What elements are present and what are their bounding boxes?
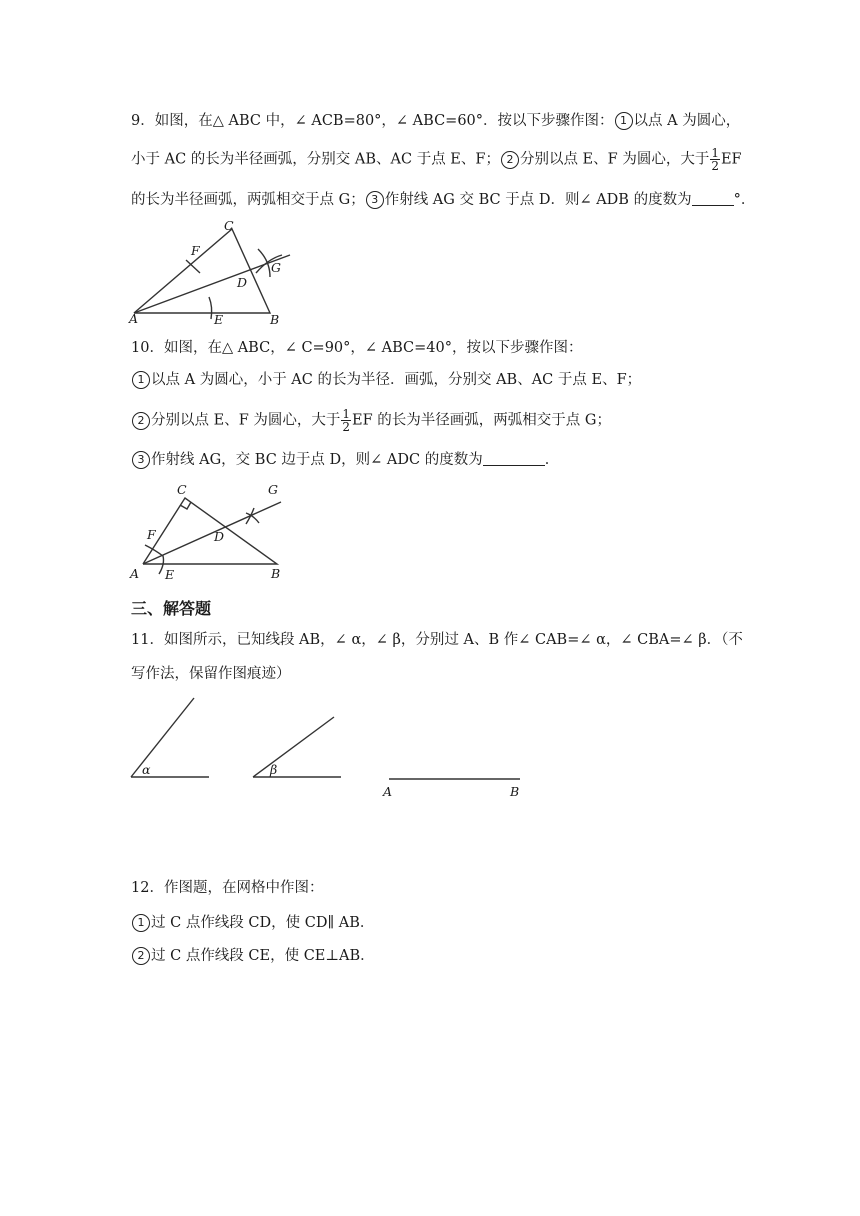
q11-figure bbox=[125, 690, 535, 805]
q10-line-3 bbox=[131, 408, 611, 433]
q12-text: 12．作图题，在网格中作图： bbox=[131, 880, 324, 896]
angle-beta-side bbox=[253, 717, 334, 777]
step-marker: 1 bbox=[132, 914, 150, 932]
q9-line-1 bbox=[131, 111, 740, 131]
q11-line-1 bbox=[131, 630, 743, 650]
q10-line-end: ． bbox=[544, 452, 560, 468]
label-d: D bbox=[237, 275, 248, 290]
step-marker: 2 bbox=[132, 412, 150, 430]
q10-line-1 bbox=[131, 338, 583, 358]
q9-text: 9．如图，在△ ABC 中，∠ ACB=80°，∠ ABC=60°．按以下步骤作图： bbox=[131, 113, 614, 129]
q12-step1-text: 过 C 点作线段 CD，使 CD∥ AB． bbox=[151, 915, 375, 931]
q10-step3-text: 作射线 AG，交 BC 边于点 D，则∠ ADC 的度数为 bbox=[151, 452, 483, 468]
step-marker: 2 bbox=[132, 947, 150, 965]
label-b: B bbox=[270, 312, 280, 327]
label-g: G bbox=[268, 482, 278, 497]
step-marker: 3 bbox=[366, 191, 384, 209]
step-marker: 1 bbox=[615, 112, 633, 130]
answer-blank[interactable] bbox=[483, 451, 545, 466]
q9-text: 小于 AC 的长为半径画弧，分别交 AB、AC 于点 E、F； bbox=[131, 151, 500, 168]
q12-line-3 bbox=[131, 946, 375, 966]
angle-alpha-side bbox=[131, 698, 194, 777]
arc-e bbox=[209, 297, 212, 319]
step-marker: 2 bbox=[501, 151, 519, 169]
q9-step1-text: 以点 A 为圆心， bbox=[633, 113, 741, 129]
q10-step1-text: 以点 A 为圆心，小于 AC 的长为半径．画弧，分别交 AB、AC 于点 E、F； bbox=[151, 372, 642, 388]
triangle-abc bbox=[134, 229, 270, 313]
q11-text: 11．如图所示，已知线段 AB，∠ α，∠ β，分别过 A、B 作∠ CAB=∠ α，∠ CBA=∠ β．（不 bbox=[131, 632, 743, 648]
label-a: A bbox=[130, 566, 140, 581]
q9-figure bbox=[120, 215, 300, 330]
q9-step2-tail: EF bbox=[720, 151, 742, 168]
label-c: C bbox=[224, 218, 234, 233]
q11-text: 写作法，保留作图痕迹） bbox=[131, 666, 291, 682]
q10-line-4 bbox=[131, 450, 559, 470]
q12-line-2 bbox=[131, 913, 374, 933]
q9-line-3 bbox=[131, 190, 755, 210]
step-marker: 3 bbox=[132, 451, 150, 469]
step-marker: 1 bbox=[132, 371, 150, 389]
q9-step2-text: 分别以点 E、F 为圆心，大于 bbox=[519, 151, 710, 168]
label-a: A bbox=[383, 784, 393, 799]
q11-line-2 bbox=[131, 664, 291, 684]
label-b: B bbox=[510, 784, 520, 799]
fraction-one-half: $\frac{1}{2}$ bbox=[711, 146, 719, 173]
ray-ag bbox=[143, 502, 281, 564]
fraction-one-half: $\frac{1}{2}$ bbox=[342, 407, 351, 434]
label-a: A bbox=[129, 311, 139, 326]
triangle-abc bbox=[143, 498, 277, 564]
label-d: D bbox=[214, 529, 225, 544]
q10-step2-text: 分别以点 E、F 为圆心，大于 bbox=[151, 412, 341, 429]
q9-step3-text: 作射线 AG 交 BC 于点 D．则∠ ADB 的度数为 bbox=[384, 192, 692, 208]
label-b: B bbox=[271, 566, 281, 581]
label-f: F bbox=[191, 243, 200, 258]
label-e: E bbox=[214, 312, 224, 327]
label-c: C bbox=[177, 482, 187, 497]
q9-line-end: °． bbox=[733, 192, 756, 208]
label-alpha: α bbox=[142, 762, 151, 777]
q9-line-2 bbox=[131, 147, 742, 172]
section-heading: 三、解答题 bbox=[131, 599, 212, 618]
q10-figure bbox=[125, 478, 300, 588]
label-g: G bbox=[271, 260, 281, 275]
q10-step2-tail: EF 的长为半径画弧，两弧相交于点 G； bbox=[352, 412, 611, 429]
q10-text: 10．如图，在△ ABC，∠ C=90°，∠ ABC=40°，按以下步骤作图： bbox=[131, 340, 583, 356]
label-e: E bbox=[165, 567, 175, 582]
q9-text: 的长为半径画弧，两弧相交于点 G； bbox=[131, 192, 365, 208]
q10-line-2 bbox=[131, 370, 641, 390]
label-f: F bbox=[147, 527, 156, 542]
q12-line-1 bbox=[131, 878, 323, 898]
label-beta: β bbox=[270, 762, 278, 777]
answer-blank[interactable] bbox=[692, 191, 734, 206]
q12-step2-text: 过 C 点作线段 CE，使 CE⊥AB． bbox=[151, 948, 375, 964]
